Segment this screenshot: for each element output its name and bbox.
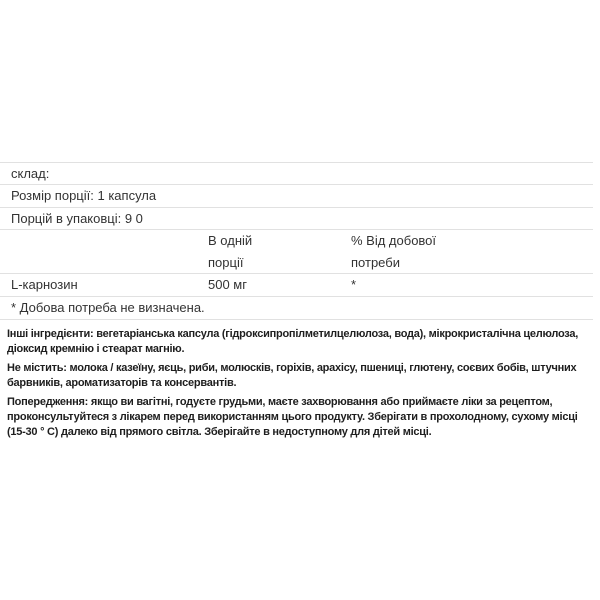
warning-paragraph: Попередження: якщо ви вагітні, годуєте грудьми, маєте захворювання або приймаєте ліки за рецептом, проконсультуйтеся з лікарем перед використанням цього продукту. Зберігати в прохолодному, сухому місці (15-30 ° C) далеко від прямого світла. Зберігайте в недоступному для дітей місці. [7,396,578,438]
column-header-dv [351,230,593,274]
does-not-contain-paragraph: Не містить: молока / казеїну, яєць, риби, молюсків, горіхів, арахісу, пшениці, глютену, соєвих бобів, штучних барвників, ароматизаторів та консервантів. [7,362,577,389]
ingredient-name: L-карнозин [11,277,78,292]
servings-per-container-row: Порцій в упаковці: 9 0 [0,207,593,229]
column-header-amount-line1: В одній [208,233,253,248]
column-header-amount [208,230,351,274]
supplement-facts-table [0,162,593,320]
composition-row: склад: [0,162,593,184]
ingredient-amount: 500 мг [208,277,247,292]
column-header-dv-line2: потреби [351,255,400,270]
ingredient-daily-value: * [351,277,357,292]
column-header-dv-line1: % Від добової [351,233,437,248]
info-paragraphs [7,327,593,444]
header-spacer-cell [0,230,208,274]
other-ingredients-paragraph: Інші інгредієнти: вегетаріанська капсула (гідроксипропілметилцелюлоза, вода), мікрокристалічна целюлоза, діоксид кремнію і стеарат магнію. [7,328,579,355]
column-header-amount-line2: порції [208,255,244,270]
table-header-row [0,229,593,273]
serving-size-row: Розмір порції: 1 капсула [0,184,593,207]
ingredient-row [0,273,593,296]
footnote-row: * Добова потреба не визначена. [0,296,593,319]
